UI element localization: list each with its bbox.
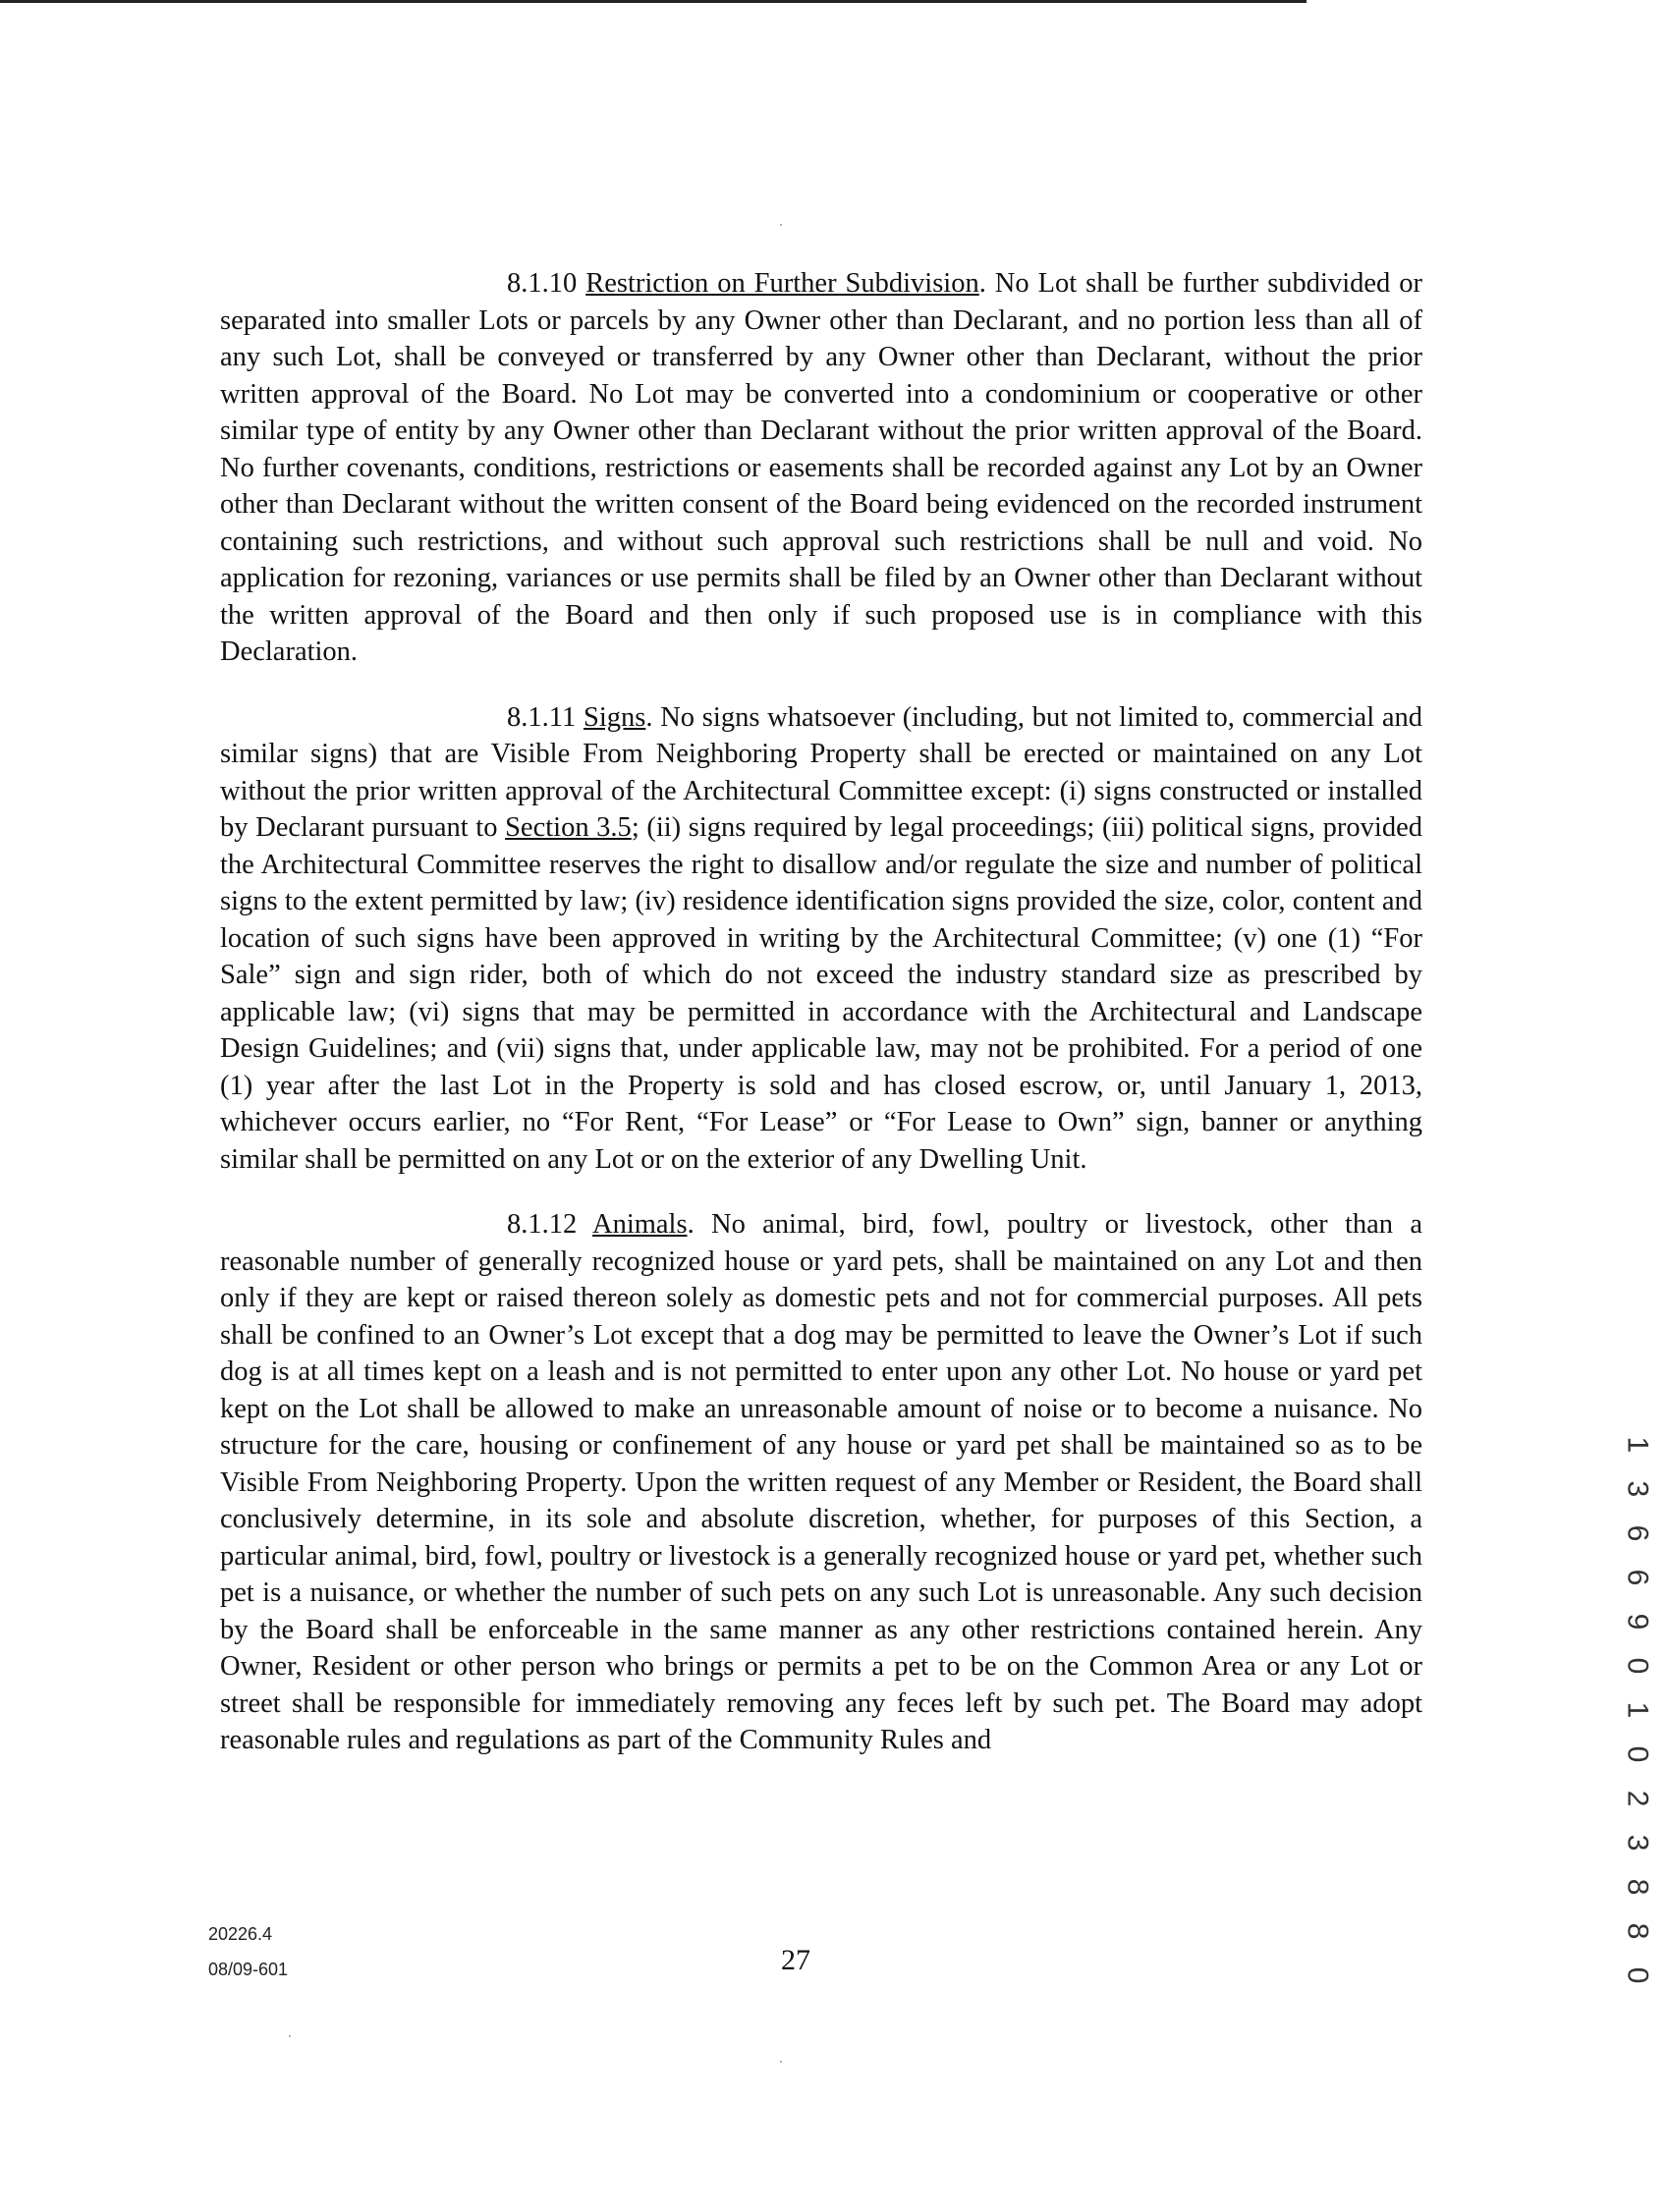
section-number: 8.1.12	[507, 1209, 578, 1240]
footer-document-code: 20226.4	[208, 1924, 273, 1944]
section-heading: Animals	[591, 1209, 688, 1240]
section-8-1-11	[220, 699, 1422, 1179]
section-heading: Restriction on Further Subdivision	[585, 268, 979, 299]
section-heading: Signs	[583, 701, 646, 733]
section-text: . No signs whatsoever (including, but not limited to, commercial and similar signs) that are Visible From Neighboring Property shall be erected or maintained on any Lot without the prior written approval of the Architectural Committee except: (i) signs constructed or installed by Declarant pursuant to	[220, 701, 1423, 843]
recording-number-stamp	[1619, 1436, 1654, 1994]
page-number: 27	[781, 1944, 810, 1976]
section-number: 8.1.10	[507, 268, 578, 299]
footer-date-code: 08/09-601	[208, 1960, 289, 1979]
section-text: . No animal, bird, fowl, poultry or livestock, other than a reasonable number of generally recognized house or yard pets, shall be maintained on any Lot and then only if they are kept or raised thereon solely as domestic pets and not for commercial purposes. All pets shall be confined to an Owner’s Lot except that a dog may be permitted to leave the Owner’s Lot if such dog is at all times kept on a leash and is not permitted to enter upon any other Lot. No house or yard pet kept on the Lot shall be allowed to make an unreasonable amount of noise or to become a nuisance. No structure for the care, housing or confinement of any house or yard pet shall be maintained so as to be Visible From Neighboring Property. Upon the written request of any Member or Resident, the Board shall conclusively determine, in its sole and absolute discretion, whether, for purposes of this Section, a particular animal, bird, fowl, poultry or livestock is a generally recognized house or yard pet, whether such pet is a nuisance, or whether the number of such pets on any such Lot is unreasonable. Any such decision by the Board shall be enforceable in the same manner as any other restrictions contained herein. Any Owner, Resident or other person who brings or permits a pet to be on the Common Area or any Lot or street shall be responsible for immediately removing any feces left by such pet. The Board may adopt reasonable rules and regulations as part of the Community Rules and	[220, 1209, 1422, 1755]
recording-number-text: 1 3 6 6 9 0 1 0 2 3 8 8 0	[1621, 1436, 1654, 1994]
section-number: 8.1.11	[507, 701, 577, 733]
page-body	[220, 265, 1422, 1788]
section-cross-reference: Section 3.5	[505, 812, 632, 843]
scan-speck	[289, 2035, 291, 2037]
top-border-line	[0, 0, 1307, 3]
section-8-1-12	[220, 1206, 1422, 1759]
scan-speck	[780, 224, 782, 226]
section-8-1-10	[220, 265, 1422, 671]
section-text-continued: ; (ii) signs required by legal proceedings; (iii) political signs, provided the Architectural Committee reserves the right to disallow and/or regulate the size and number of political signs to the extent permitted by law; (iv) residence identification signs provided the size, color, content and location of such signs have been approved in writing by the Architectural Committee; (v) one (1) “For Sale” sign and sign rider, both of which do not exceed the industry standard size as prescribed by applicable law; (vi) signs that may be permitted in accordance with the Architectural and Landscape Design Guidelines; and (vii) signs that, under applicable law, may not be prohibited. For a period of one (1) year after the last Lot in the Property is sold and has closed escrow, or, until January 1, 2013, whichever occurs earlier, no “For Rent, “For Lease” or “For Lease to Own” sign, banner or anything similar shall be permitted on any Lot or on the exterior of any Dwelling Unit.	[220, 812, 1422, 1175]
scan-speck	[780, 2061, 782, 2063]
section-text: . No Lot shall be further subdivided or separated into smaller Lots or parcels by any Owner other than Declarant, and no portion less than all of any such Lot, shall be conveyed or transferred by any Owner other than Declarant, without the prior written approval of the Board. No Lot may be converted into a condominium or cooperative or other similar type of entity by any Owner other than Declarant without the prior written approval of the Board. No further covenants, conditions, restrictions or easements shall be recorded against any Lot by an Owner other than Declarant without the written consent of the Board being evidenced on the recorded instrument containing such restrictions, and without such approval such restrictions shall be null and void. No application for rezoning, variances or use permits shall be filed by an Owner other than Declarant without the written approval of the Board and then only if such proposed use is in compliance with this Declaration.	[220, 268, 1422, 667]
